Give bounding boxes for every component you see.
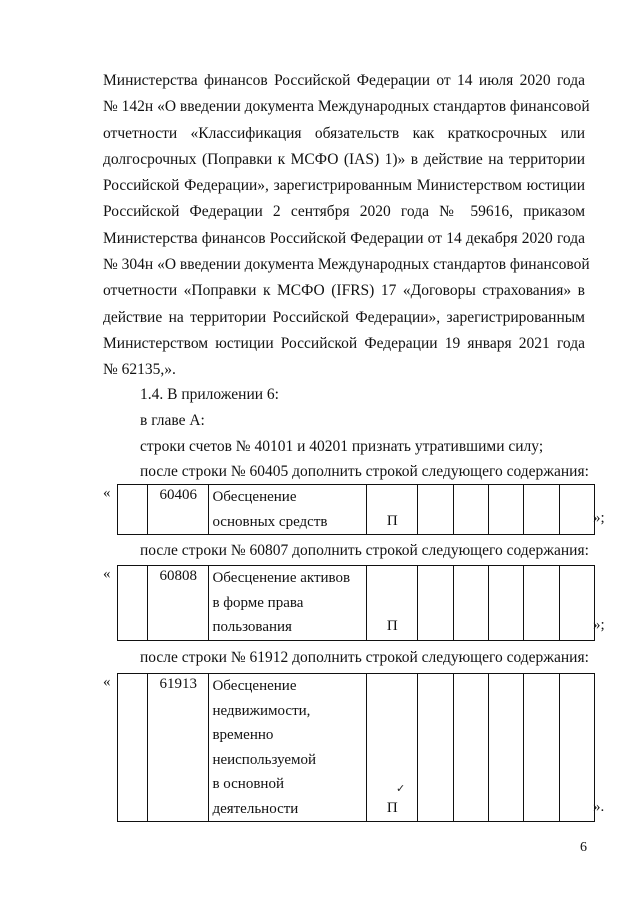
empty-cell bbox=[559, 566, 594, 641]
account-number-cell: 61913 bbox=[148, 674, 209, 822]
item-1-4: 1.4. В приложении 6: bbox=[140, 386, 279, 403]
empty-cell bbox=[453, 674, 488, 822]
paragraph-line: отчетности «Поправки к МСФО (IFRS) 17 «Договоры страхования» в bbox=[103, 282, 585, 300]
empty-cell bbox=[488, 674, 523, 822]
empty-cell bbox=[524, 566, 559, 641]
paragraph-line: № 304н «О введении документа Международных стандартов финансовой bbox=[103, 256, 590, 274]
account-type-cell bbox=[367, 485, 418, 535]
after-60405-line: после строки № 60405 дополнить строкой следующего содержания: bbox=[140, 463, 589, 480]
empty-cell bbox=[488, 566, 523, 641]
empty-cell bbox=[453, 485, 488, 535]
after-61912-line: после строки № 61912 дополнить строкой следующего содержания: bbox=[140, 649, 589, 666]
empty-cell bbox=[418, 566, 453, 641]
account-name-line: пользования bbox=[212, 619, 292, 635]
account-name-line: в основной bbox=[212, 776, 284, 792]
paragraph-line: Министерства финансов Российской Федерации от 14 декабря 2020 года bbox=[103, 229, 585, 247]
account-name-cell bbox=[209, 485, 367, 535]
account-number-cell: 60406 bbox=[148, 485, 209, 535]
empty-cell bbox=[524, 485, 559, 535]
empty-cell bbox=[559, 674, 594, 822]
empty-cell bbox=[118, 566, 148, 641]
account-name-cell bbox=[209, 674, 367, 822]
account-row-table bbox=[117, 565, 595, 641]
void-rows-line: строки счетов № 40101 и 40201 признать утратившими силу; bbox=[140, 438, 544, 455]
empty-cell bbox=[524, 674, 559, 822]
paragraph-line: отчетности «Классификация обязательств как краткосрочных или bbox=[103, 124, 585, 142]
account-name-line: деятельности bbox=[212, 800, 299, 817]
paragraph-line: долгосрочных (Поправки к МСФО (IAS) 1)» в действие на территории bbox=[103, 150, 585, 168]
paragraph-line: Министерством юстиции Российской Федерации 19 января 2021 года bbox=[103, 334, 585, 352]
body-paragraph bbox=[103, 68, 590, 384]
empty-cell bbox=[118, 485, 148, 535]
account-row-table bbox=[117, 484, 595, 535]
close-quote: »; bbox=[593, 510, 605, 526]
paragraph-line: № 142н «О введении документа Международных стандартов финансовой bbox=[103, 98, 590, 116]
account-name-line: неиспользуемой bbox=[212, 751, 317, 768]
account-name-line: временно bbox=[212, 727, 274, 743]
paragraph-line: действие на территории Российской Федерации», зарегистрированным bbox=[103, 308, 585, 326]
empty-cell bbox=[418, 674, 453, 822]
pen-tick-mark: ✓ bbox=[396, 783, 406, 795]
empty-cell bbox=[118, 674, 148, 822]
table-row bbox=[118, 566, 595, 641]
table-row bbox=[118, 674, 595, 822]
account-name-line: в форме права bbox=[212, 594, 304, 611]
account-type: П bbox=[386, 618, 398, 634]
table-row bbox=[118, 485, 595, 535]
account-name-cell bbox=[209, 566, 367, 641]
account-name-line: Обесценение активов bbox=[212, 570, 351, 586]
open-quote: « bbox=[103, 566, 111, 582]
page-number: 6 bbox=[580, 840, 587, 855]
close-quote: ». bbox=[593, 799, 605, 815]
chapter-a-line: в главе А: bbox=[140, 412, 205, 429]
account-name-line: недвижимости, bbox=[212, 702, 311, 719]
empty-cell bbox=[418, 485, 453, 535]
open-quote: « bbox=[103, 485, 111, 501]
account-type-cell bbox=[367, 674, 418, 822]
empty-cell bbox=[559, 485, 594, 535]
account-name-line: Обесценение bbox=[212, 489, 297, 505]
account-type-cell bbox=[367, 566, 418, 641]
paragraph-line: № 62135,». bbox=[103, 361, 176, 379]
account-name-line: Обесценение bbox=[212, 678, 297, 694]
paragraph-line: Российской Федерации», зарегистрированным Министерством юстиции bbox=[103, 177, 585, 195]
after-60807-line: после строки № 60807 дополнить строкой следующего содержания: bbox=[140, 542, 589, 559]
empty-cell bbox=[453, 566, 488, 641]
open-quote: « bbox=[103, 674, 111, 690]
account-row-table bbox=[117, 673, 595, 822]
paragraph-line: Министерства финансов Российской Федерации от 14 июля 2020 года bbox=[103, 72, 585, 89]
empty-cell bbox=[488, 485, 523, 535]
account-type: П bbox=[386, 512, 398, 529]
account-type: П bbox=[386, 799, 398, 816]
paragraph-line: Российской Федерации 2 сентября 2020 года № 59616, приказом bbox=[103, 203, 585, 221]
account-number-cell: 60808 bbox=[148, 566, 209, 641]
account-name-line: основных средств bbox=[212, 513, 328, 530]
close-quote: »; bbox=[593, 617, 605, 633]
